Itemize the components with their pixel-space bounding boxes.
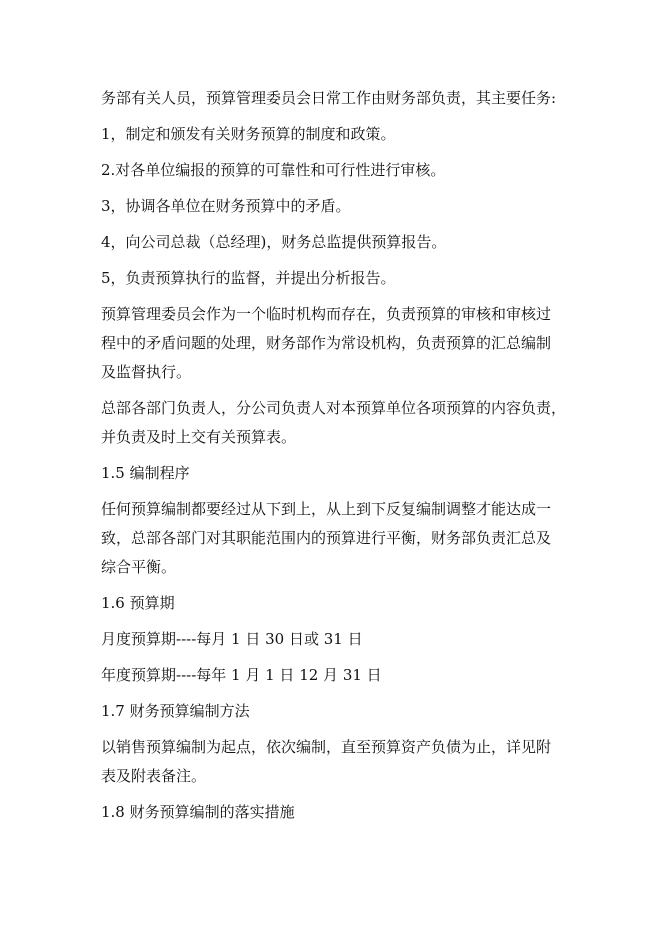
- list-item-4: [101, 228, 571, 257]
- paragraph-procedure: [101, 495, 571, 582]
- text-line: 务部有关人员，预算管理委员会日常工作由财务部负责，其主要任务:: [101, 89, 557, 107]
- text-line: 年度预算期----每年 1 月 1 日 12 月 31 日: [101, 666, 382, 684]
- list-item-3: [101, 192, 571, 221]
- text-line: 4，向公司总裁（总经理)，财务总监提供预算报告。: [101, 233, 447, 251]
- heading-text: 1.7 财务预算编制方法: [101, 702, 250, 720]
- paragraph-method: [101, 733, 571, 791]
- section-heading-1-8: [101, 798, 571, 827]
- document-body: [101, 84, 571, 834]
- text-line: 并负责及时上交有关预算表。: [101, 428, 297, 446]
- list-item-1: [101, 120, 571, 149]
- text-line: 程中的矛盾问题的处理，财务部作为常设机构，负责预算的汇总编制: [101, 334, 552, 352]
- list-item-5: [101, 264, 571, 293]
- paragraph-monthly-period: [101, 625, 571, 654]
- text-line: 月度预算期----每月 1 日 30 日或 31 日: [101, 630, 363, 648]
- text-line: 总部各部门负责人，分公司负责人对本预算单位各项预算的内容负责，: [101, 399, 567, 417]
- text-line: 预算管理委员会作为一个临时机构而存在，负责预算的审核和审核过: [101, 305, 552, 323]
- text-line: 综合平衡。: [101, 558, 177, 576]
- heading-text: 1.5 编制程序: [101, 464, 190, 482]
- text-line: 2.对各单位编报的预算的可靠性和可行性进行审核。: [101, 161, 446, 179]
- text-line: 表及附表备注。: [101, 767, 207, 785]
- heading-text: 1.8 财务预算编制的落实措施: [101, 803, 295, 821]
- text-line: 任何预算编制都要经过从下到上，从上到下反复编制调整才能达成一: [101, 500, 552, 518]
- text-line: 5，负责预算执行的监督，并提出分析报告。: [101, 269, 396, 287]
- text-line: 及监督执行。: [101, 363, 192, 381]
- text-line: 3，协调各单位在财务预算中的矛盾。: [101, 197, 351, 215]
- list-item-2: [101, 156, 571, 185]
- section-heading-1-5: [101, 459, 571, 488]
- section-heading-1-7: [101, 697, 571, 726]
- paragraph-annual-period: [101, 661, 571, 690]
- text-line: 致，总部各部门对其职能范围内的预算进行平衡，财务部负责汇总及: [101, 529, 552, 547]
- section-heading-1-6: [101, 589, 571, 618]
- text-line: 以销售预算编制为起点，依次编制，直至预算资产负债为止，详见附: [101, 738, 552, 756]
- paragraph-intro: [101, 84, 571, 113]
- text-line: 1，制定和颁发有关财务预算的制度和政策。: [101, 125, 396, 143]
- heading-text: 1.6 预算期: [101, 594, 175, 612]
- paragraph-responsibility: [101, 394, 571, 452]
- paragraph-committee: [101, 300, 571, 387]
